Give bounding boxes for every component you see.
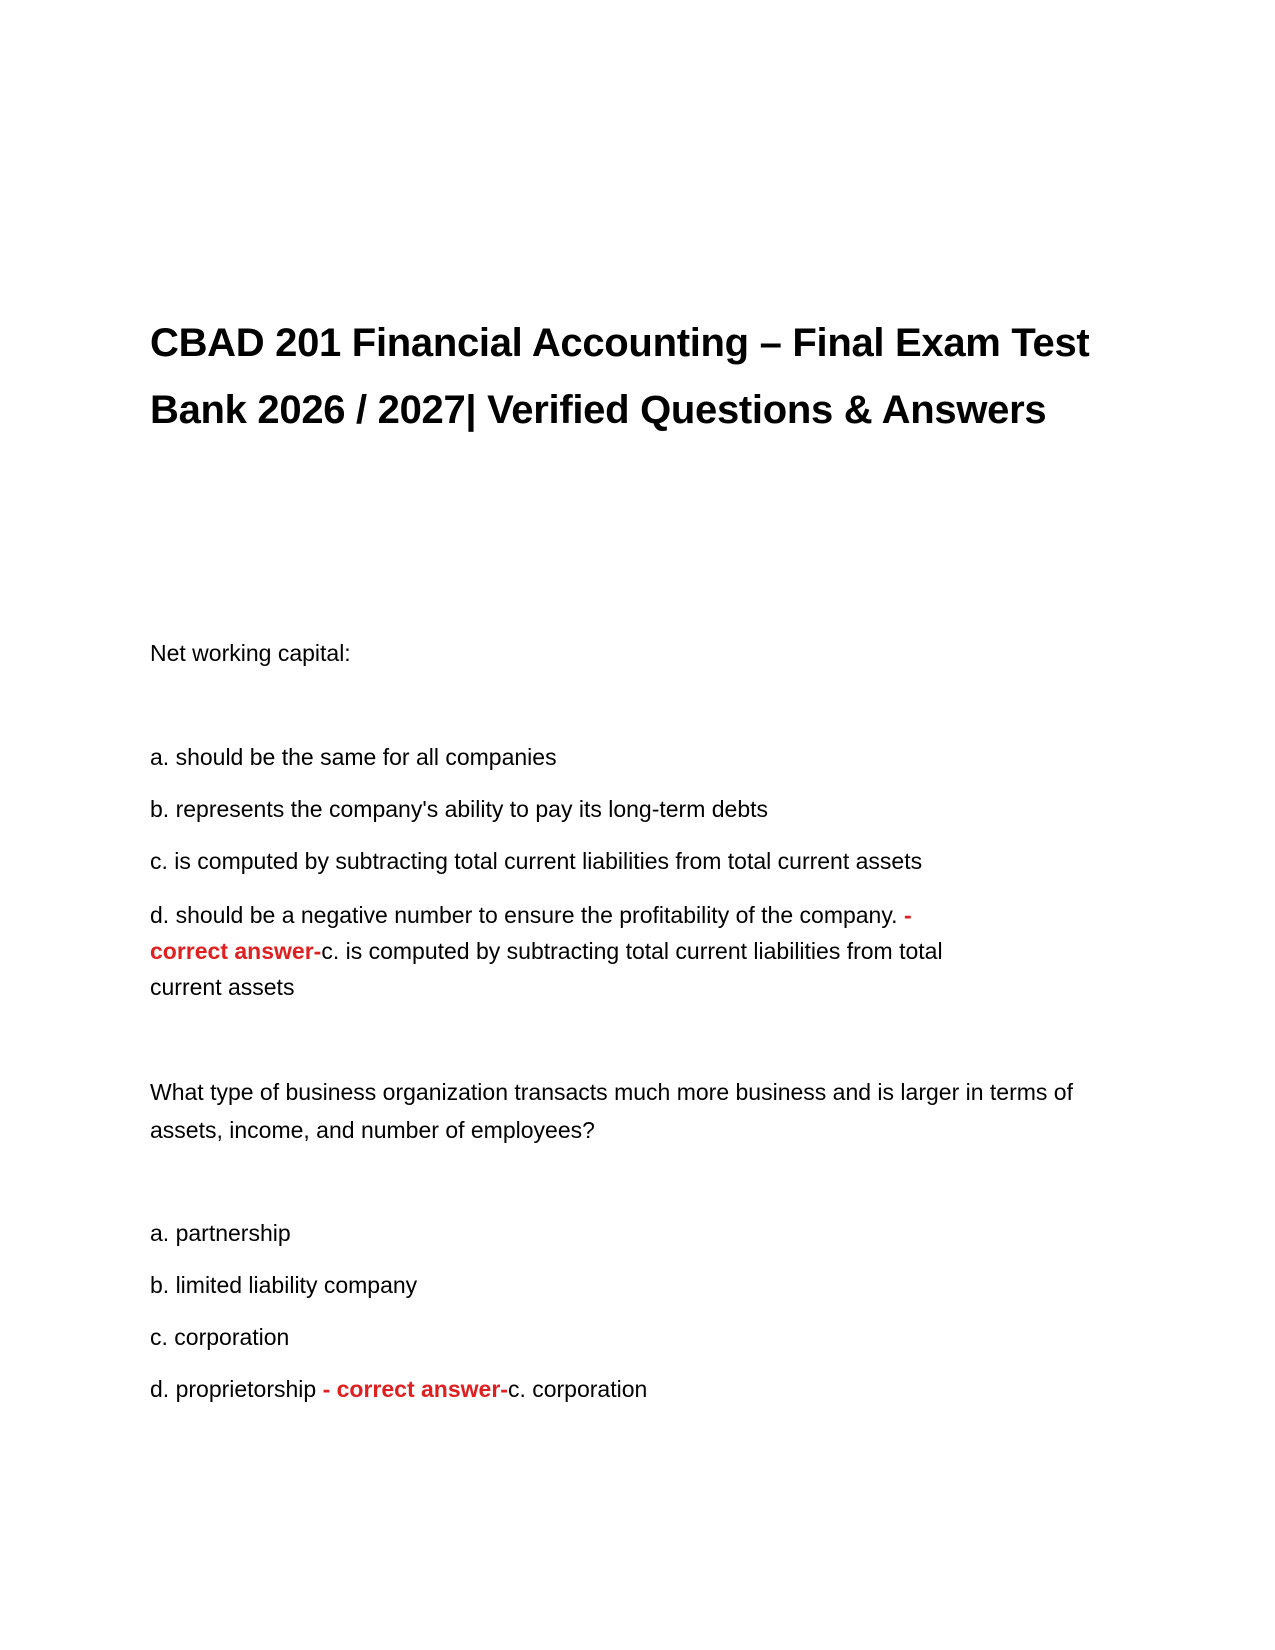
question-2-answer-text: c. corporation	[507, 1376, 648, 1402]
document-title: CBAD 201 Financial Accounting – Final Exam Test Bank 2026 / 2027| Verified Questions & Answers	[150, 321, 1090, 432]
question-1-option-c: c. is computed by subtracting total current liabilities from total current assets	[150, 848, 923, 874]
question-1-text: Net working capital:	[150, 640, 351, 666]
question-2-option-d	[150, 1370, 1120, 1408]
question-1-option-b: b. represents the company's ability to pay its long-term debts	[150, 796, 769, 822]
question-2-option-c: c. corporation	[150, 1324, 290, 1350]
question-1-option-d	[150, 896, 1120, 934]
question-1-option-a: a. should be the same for all companies	[150, 744, 557, 770]
question-1-option-d-text: d. should be a negative number to ensure the profitability of the company.	[150, 902, 904, 928]
answer-marker-label: correct answer-	[150, 938, 322, 964]
answer-marker: - correct answer-	[322, 1376, 508, 1402]
question-2-option-d-text: d. proprietorship	[150, 1376, 323, 1402]
question-1-answer-line	[150, 932, 1120, 970]
answer-marker-dash: -	[903, 902, 912, 928]
question-2-text: What type of business organization transacts much more business and is larger in terms of assets, income, and number of employees?	[150, 1079, 1073, 1143]
question-1-answer-text-cont: current assets	[150, 974, 295, 1000]
question-2-option-b: b. limited liability company	[150, 1272, 418, 1298]
question-1-answer-text: c. is computed by subtracting total current liabilities from total	[321, 938, 943, 964]
question-2-option-a: a. partnership	[150, 1220, 291, 1246]
